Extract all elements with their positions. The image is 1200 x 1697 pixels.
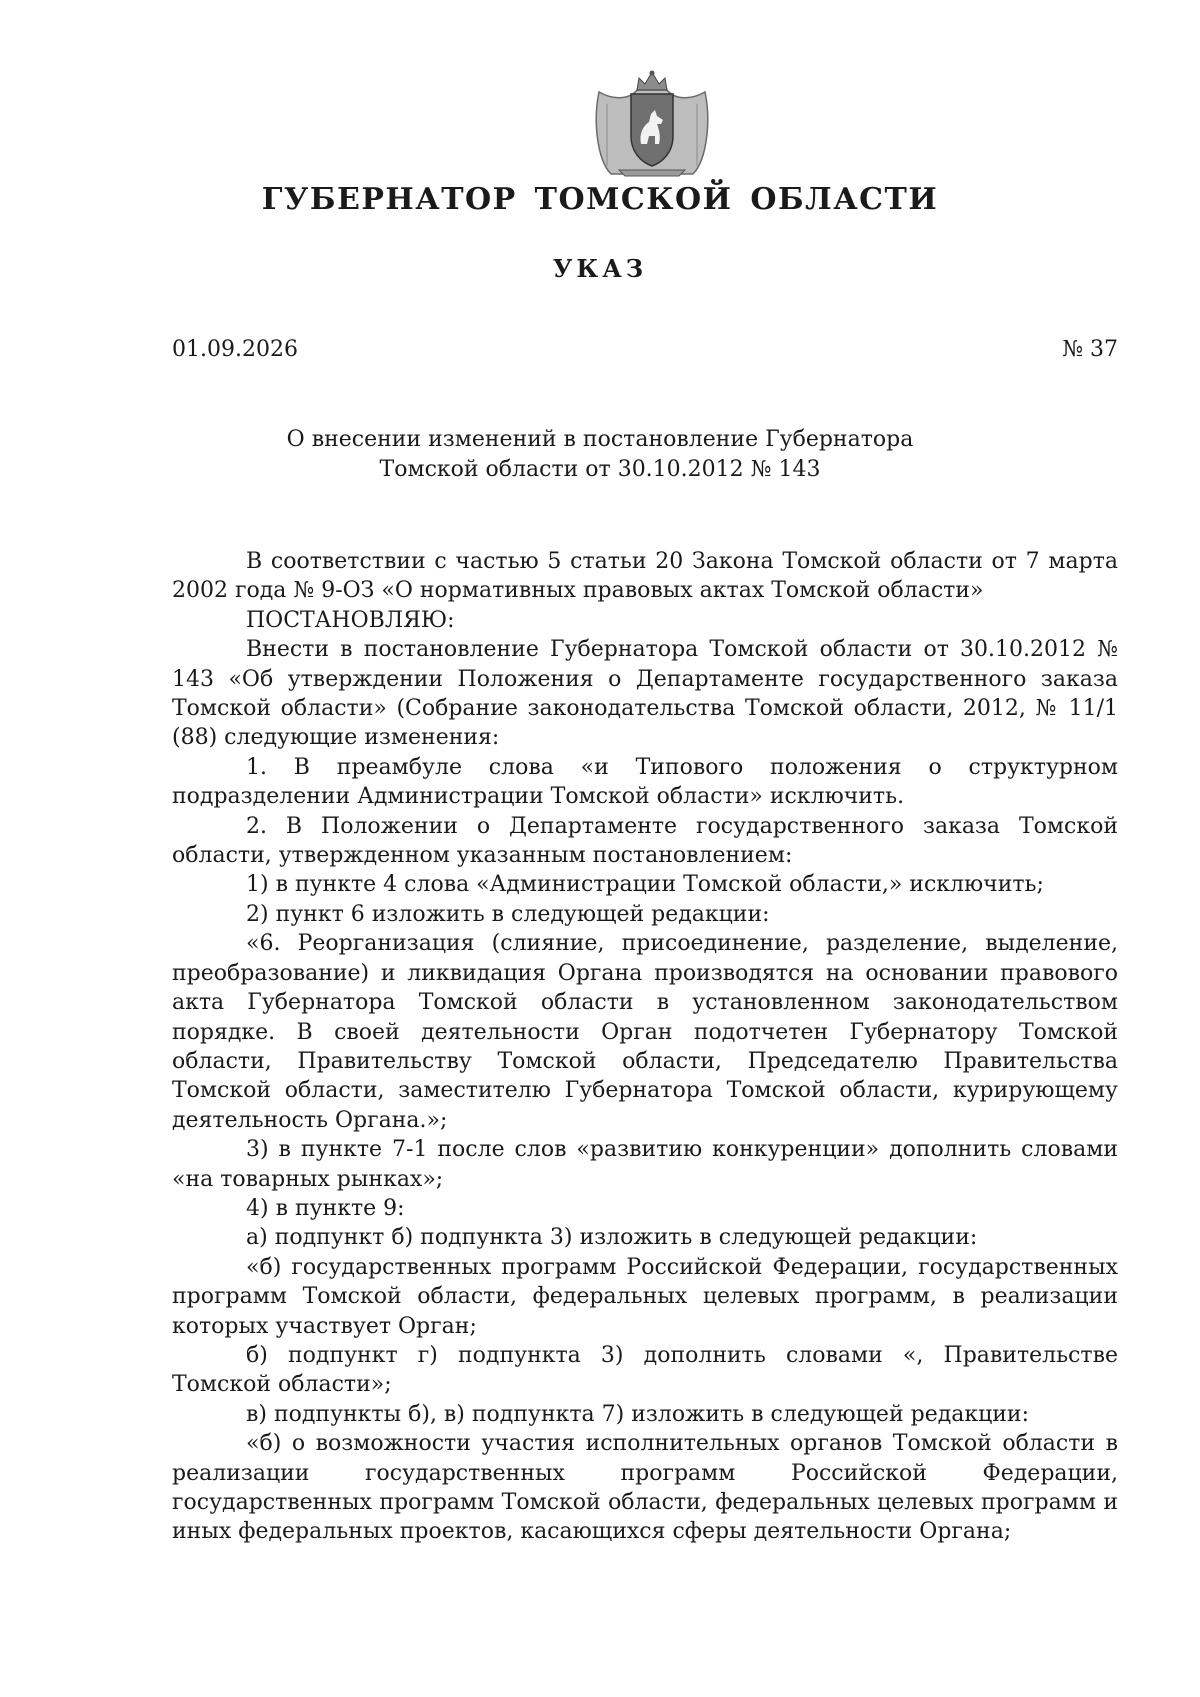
coat-of-arms-icon	[589, 70, 715, 178]
paragraph: «б) о возможности участия исполнительных органов Томской области в реализации государственных программ Российской Федерации, государственных программ Томской области, федеральных целевых программ и иных федеральных проектов, касающихся сферы деятельности Органа;	[172, 1431, 1118, 1545]
paragraph: в) подпункты б), в) подпункта 7) изложить в следующей редакции:	[246, 1401, 1030, 1427]
paragraph: а) подпункт б) подпункта 3) изложить в следующей редакции:	[246, 1225, 978, 1251]
paragraph: «б) государственных программ Российской Федерации, государственных программ Томской области, федеральных целевых программ, в реализации которых участвует Орган;	[172, 1254, 1118, 1339]
document-type: УКАЗ	[552, 254, 648, 283]
paragraph: 1. В преамбуле слова «и Типового положения о структурном подразделении Администрации Томской области» исключить.	[172, 754, 1118, 810]
paragraph: Внести в постановление Губернатора Томской области от 30.10.2012 № 143 «Об утверждении Положения о Департаменте государственного заказа Томской области» (Собрание законодательства Томской области, 2012, № 11/1 (88) следующие изменения:	[172, 637, 1118, 751]
paragraph: 2) пункт 6 изложить в следующей редакции:	[246, 901, 770, 927]
paragraph: 3) в пункте 7-1 после слов «развитию конкуренции» дополнить словами «на товарных рынках»;	[172, 1137, 1118, 1192]
document-title-line: О внесении изменений в постановление Губернатора	[286, 427, 914, 452]
paragraph: 2. В Положении о Департаменте государственного заказа Томской области, утвержденном указанным постановлением:	[172, 813, 1118, 869]
paragraph-decree: ПОСТАНОВЛЯЮ:	[246, 607, 455, 633]
paragraph: В соответствии с частью 5 статьи 20 Закона Томской области от 7 марта 2002 года № 9-ОЗ «О нормативных правовых актах Томской области»	[172, 549, 1118, 604]
issuing-authority: ГУБЕРНАТОР ТОМСКОЙ ОБЛАСТИ	[261, 182, 939, 217]
document-number: № 37	[1062, 337, 1118, 362]
document-title-line: Томской области от 30.10.2012 № 143	[379, 457, 821, 482]
paragraph: «6. Реорганизация (слияние, присоединение, разделение, выделение, преобразование) и ликвидация Органа производятся на основании правового акта Губернатора Томской области в установленном законодательством порядке. В своей деятельности Орган подотчетен Губернатору Томской области, Правительству Томской области, Председателю Правительства Томской области, заместителю Губернатора Томской области, курирующему деятельность Органа.»;	[172, 931, 1118, 1133]
paragraph: б) подпункт г) подпункта 3) дополнить словами «, Правительстве Томской области»;	[172, 1342, 1118, 1398]
paragraph: 1) в пункте 4 слова «Администрации Томской области,» исключить;	[246, 872, 1044, 898]
document-date: 01.09.2026	[172, 337, 298, 362]
document-title	[0, 425, 1200, 485]
paragraph: 4) в пункте 9:	[246, 1195, 405, 1221]
document-body	[172, 547, 1118, 1547]
